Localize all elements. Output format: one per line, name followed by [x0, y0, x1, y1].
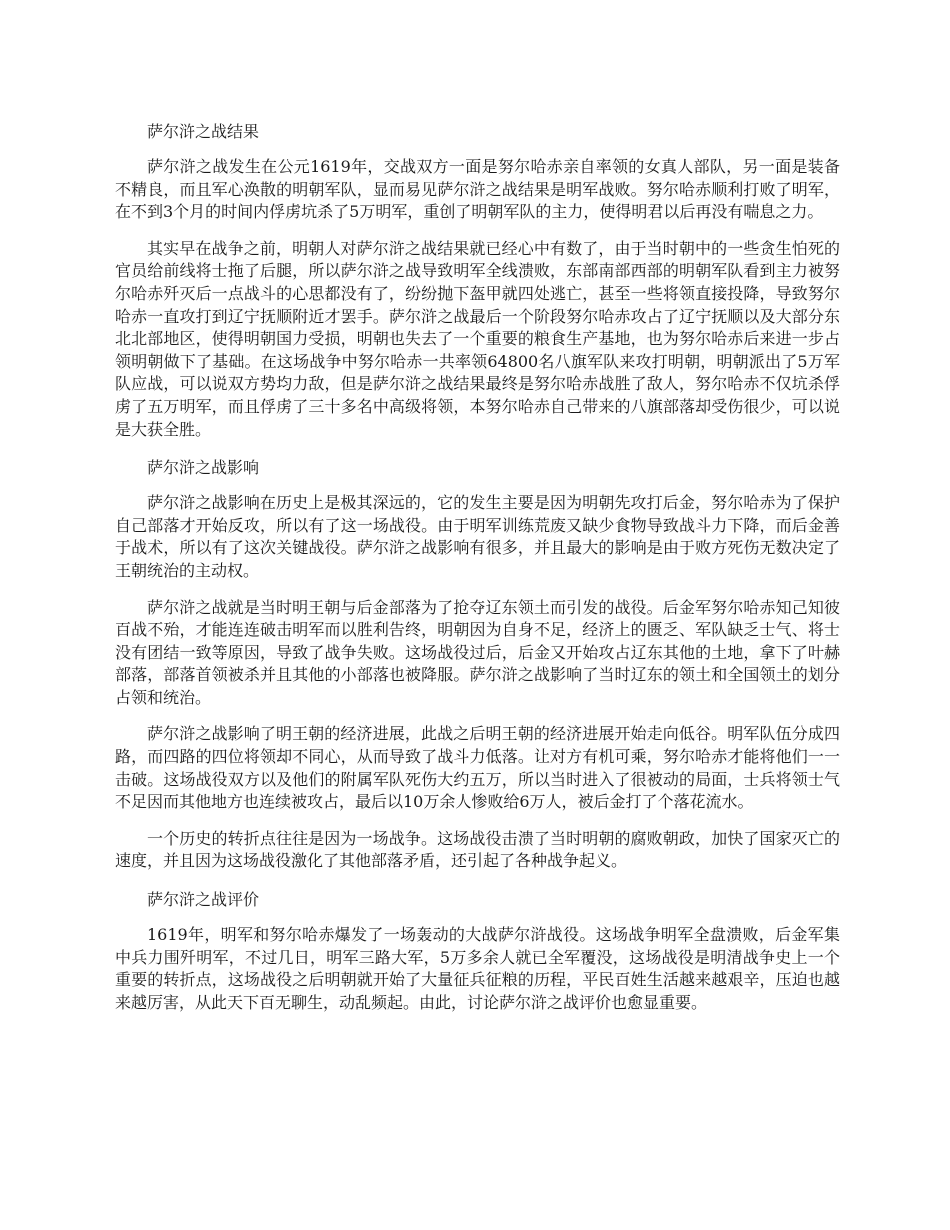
paragraph: 1619年，明军和努尔哈赤爆发了一场轰动的大战萨尔浒战役。这场战争明军全盘溃败，后金军集中兵力围歼明军，不过几日，明军三路大军，5万多余人就已全军覆没，这场战役是明清战争史上一个重要的转折点，这场战役之后明朝就开始了大量征兵征粮的历程，平民百姓生活越来越艰辛，压迫也越来越厉害，从此天下百无聊生，动乱频起。由此，讨论萨尔浒之战评价也愈显重要。 — [115, 925, 840, 1012]
paragraph: 其实早在战争之前，明朝人对萨尔浒之战结果就已经心中有数了，由于当时朝中的一些贪生怕死的官员给前线将士拖了后腿，所以萨尔浒之战导致明军全线溃败，东部南部西部的明朝军队看到主力被努尔哈赤歼灭后一点战斗的心思都没有了，纷纷抛下盔甲就四处逃亡，甚至一些将领直接投降，导致努尔哈赤一直攻打到辽宁抚顺附近才罢手。萨尔浒之战最后一个阶段努尔哈赤攻占了辽宁抚顺以及大部分东北北部地区，使得明朝国力受损，明朝也失去了一个重要的粮食生产基地，也为努尔哈赤后来进一步占领明朝做下了基础。在这场战争中努尔哈赤一共率领64800名八旗军队来攻打明朝，明朝派出了5万军队应战，可以说双方势均力敌，但是萨尔浒之战结果最终是努尔哈赤战胜了敌人，努尔哈赤不仅坑杀俘虏了五万明军，而且俘虏了三十多名中高级将领，本努尔哈赤自己带来的八旗部落却受伤很少，可以说是大获全胜。 — [115, 238, 840, 439]
section-result — [115, 119, 840, 441]
paragraph: 萨尔浒之战发生在公元1619年，交战双方一面是努尔哈赤亲自率领的女真人部队，另一面是装备不精良，而且军心涣散的明朝军队，显而易见萨尔浒之战结果是明军战败。努尔哈赤顺利打败了明军，在不到3个月的时间内俘虏坑杀了5万明军，重创了明朝军队的主力，使得明君以后再没有喘息之力。 — [115, 157, 840, 222]
section-heading: 萨尔浒之战评价 — [147, 890, 260, 910]
section-impact — [115, 455, 840, 873]
section-evaluation — [115, 887, 840, 1014]
document-page — [115, 119, 840, 1028]
section-heading: 萨尔浒之战影响 — [147, 458, 260, 478]
paragraph: 一个历史的转折点往往是因为一场战争。这场战役击溃了当时明朝的腐败朝政，加快了国家灭亡的速度，并且因为这场战役激化了其他部落矛盾，还引起了各种战争起义。 — [115, 828, 840, 871]
paragraph: 萨尔浒之战影响在历史上是极其深远的，它的发生主要是因为明朝先攻打后金，努尔哈赤为了保护自己部落才开始反攻，所以有了这一场战役。由于明军训练荒废又缺少食物导致战斗力下降，而后金善于战术，所以有了这次关键战役。萨尔浒之战影响有很多，并且最大的影响是由于败方死伤无数决定了王朝统治的主动权。 — [115, 493, 840, 580]
paragraph: 萨尔浒之战影响了明王朝的经济进展，此战之后明王朝的经济进展开始走向低谷。明军队伍分成四路，而四路的四位将领却不同心，从而导致了战斗力低落。让对方有机可乘，努尔哈赤才能将他们一一击破。这场战役双方以及他们的附属军队死伤大约五万，所以当时进入了很被动的局面，士兵将领士气不足因而其他地方也连续被攻占，最后以10万余人惨败给6万人，被后金打了个落花流水。 — [115, 724, 840, 812]
paragraph: 萨尔浒之战就是当时明王朝与后金部落为了抢夺辽东领土而引发的战役。后金军努尔哈赤知己知彼百战不殆，才能连连破击明军而以胜利告终，明朝因为自身不足，经济上的匮乏、军队缺乏士气、将士没有团结一致等原因，导致了战争失败。这场战役过后，后金又开始攻占辽东其他的土地，拿下了叶赫部落，部落首领被杀并且其他的小部落也被降服。萨尔浒之战影响了当时辽东的领土和全国领土的划分占领和统治。 — [115, 597, 840, 707]
section-heading: 萨尔浒之战结果 — [147, 122, 260, 141]
